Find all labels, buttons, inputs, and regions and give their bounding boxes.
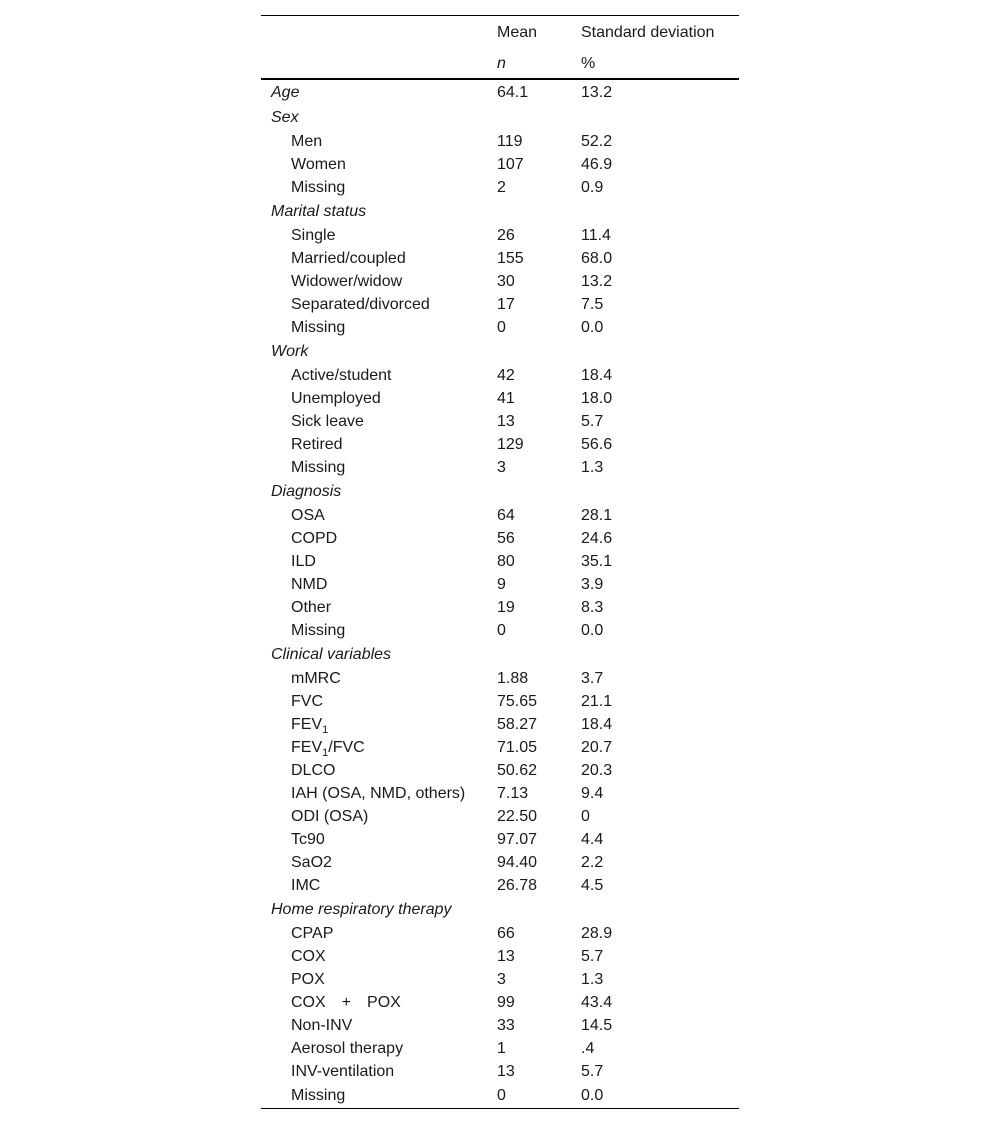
cell-mean-n: 1 [497,1040,506,1057]
cell-mean-n: 9 [497,576,506,593]
table-row [261,456,739,479]
cell-sd-percent: 8.3 [581,599,604,616]
table-row [261,667,739,690]
cell-sd-percent: 52.2 [581,133,613,150]
row-label: Other [291,599,332,616]
cell-sd-percent: 43.4 [581,994,613,1011]
cell-mean-n: 26.78 [497,877,538,894]
cell-sd-percent: 18.0 [581,390,613,407]
header-mean: Mean [497,16,581,49]
table-row [261,874,739,897]
cell-mean-n [497,479,581,504]
cell-mean-n: 71.05 [497,739,538,756]
cell-sd-percent: 0.0 [581,622,604,639]
cell-sd-percent: 5.7 [581,1063,604,1080]
cell-sd-percent: 0.0 [581,1083,739,1109]
row-label: Missing [291,622,346,639]
cell-sd-percent: 46.9 [581,156,613,173]
cell-mean-n: 129 [497,436,524,453]
table-row [261,1083,739,1109]
row-label: FVC [291,693,323,710]
table-body [261,79,739,1109]
table-row [261,828,739,851]
cell-mean-n: 3 [497,971,506,988]
cell-mean-n: 13 [497,1063,515,1080]
table-row [261,922,739,945]
cell-sd-percent: 7.5 [581,296,604,313]
table-row [261,504,739,527]
row-label: Men [291,133,323,150]
row-label-subscript: 1 [322,747,329,759]
cell-mean-n: 2 [497,179,506,196]
cell-mean-n: 99 [497,994,515,1011]
table-group-row [261,479,739,504]
table-row [261,945,739,968]
row-label: ODI (OSA) [291,808,369,825]
table-row [261,550,739,573]
cell-sd-percent: 1.3 [581,459,604,476]
characteristics-table-container [261,15,739,1109]
cell-sd-percent: 4.5 [581,877,604,894]
row-label: Women [291,156,346,173]
cell-mean-n [497,642,581,667]
cell-sd-percent [581,339,739,364]
cell-sd-percent: 3.9 [581,576,604,593]
cell-mean-n: 94.40 [497,854,538,871]
cell-sd-percent: 14.5 [581,1017,613,1034]
cell-mean-n: 42 [497,367,515,384]
cell-sd-percent: 3.7 [581,670,604,687]
cell-sd-percent: 5.7 [581,948,604,965]
row-label: Widower/widow [291,273,403,290]
cell-mean-n: 97.07 [497,831,538,848]
table-row [261,433,739,456]
table-group-row [261,199,739,224]
cell-sd-percent: 0.9 [581,179,604,196]
row-label: NMD [291,576,328,593]
table-row [261,293,739,316]
cell-mean-n: 75.65 [497,693,538,710]
cell-sd-percent: 20.7 [581,739,613,756]
cell-mean-n: 22.50 [497,808,538,825]
header-standard-deviation: Standard deviation [581,16,739,49]
cell-mean-n: 119 [497,133,523,150]
table-row [261,316,739,339]
row-label: Retired [291,436,343,453]
table-row [261,991,739,1014]
table-row [261,1060,739,1083]
cell-sd-percent [581,897,739,922]
group-label: Home respiratory therapy [271,901,452,918]
table-row [261,387,739,410]
cell-mean-n: 13 [497,413,515,430]
cell-mean-n: 17 [497,296,515,313]
table-row [261,270,739,293]
cell-sd-percent [581,199,739,224]
row-label: Married/coupled [291,250,406,267]
header-empty-cell [261,48,497,79]
row-label: POX [291,971,325,988]
row-label: SaO2 [291,854,332,871]
table-row [261,805,739,828]
row-label: mMRC [291,670,341,687]
row-label: ILD [291,553,316,570]
cell-sd-percent: 21.1 [581,693,613,710]
table-row [261,224,739,247]
row-label: Non-INV [291,1017,353,1034]
row-label: Missing [291,319,346,336]
cell-mean-n: 1.88 [497,670,529,687]
cell-sd-percent: 13.2 [581,273,613,290]
row-label: Sick leave [291,413,364,430]
cell-mean-n [497,105,581,130]
group-label: Clinical variables [271,646,392,663]
cell-sd-percent: 13.2 [581,84,613,101]
cell-mean-n: 0 [497,1083,581,1109]
row-label: Separated/divorced [291,296,430,313]
cell-sd-percent: 1.3 [581,971,604,988]
cell-mean-n: 0 [497,319,506,336]
cell-mean-n: 64.1 [497,84,529,101]
row-label: IAH (OSA, NMD, others) [291,785,466,802]
cell-sd-percent: 18.4 [581,716,613,733]
table-row [261,619,739,642]
cell-mean-n: 56 [497,530,515,547]
cell-sd-percent: 0 [581,808,590,825]
table-row [261,759,739,782]
group-label: Sex [271,109,299,126]
table-header [261,16,739,80]
cell-mean-n: 3 [497,459,506,476]
row-label: INV-ventilation [291,1063,395,1080]
row-label: COPD [291,530,338,547]
cell-mean-n: 0 [497,622,506,639]
cell-sd-percent [581,479,739,504]
cell-sd-percent: 35.1 [581,553,613,570]
row-label: DLCO [291,762,336,779]
group-label: Diagnosis [271,483,342,500]
table-row [261,364,739,387]
group-label: Marital status [271,203,367,220]
row-label: IMC [291,877,321,894]
table-group-row [261,642,739,667]
table-group-row [261,105,739,130]
cell-mean-n: 58.27 [497,716,538,733]
group-label: Work [271,343,309,360]
cell-sd-percent: 28.9 [581,925,613,942]
cell-sd-percent: 2.2 [581,854,604,871]
table-row [261,851,739,874]
row-label: Missing [291,179,346,196]
table-row [261,782,739,805]
cell-sd-percent: 20.3 [581,762,613,779]
cell-mean-n: 41 [497,390,515,407]
cell-sd-percent: 5.7 [581,413,604,430]
table-row [261,527,739,550]
cell-mean-n: 26 [497,227,515,244]
cell-sd-percent: 9.4 [581,785,604,802]
table-row [261,130,739,153]
table-row [261,247,739,270]
row-label-subscript: 1 [322,724,329,736]
cell-sd-percent: .4 [581,1040,595,1057]
cell-sd-percent: 0.0 [581,319,604,336]
cell-sd-percent: 4.4 [581,831,604,848]
table-group-row [261,897,739,922]
row-label: Single [291,227,336,244]
table-group-row [261,79,739,105]
cell-mean-n: 50.62 [497,762,538,779]
table-row [261,573,739,596]
row-label [261,736,497,759]
header-n: n [497,48,581,79]
table-row [261,410,739,433]
cell-mean-n: 107 [497,156,524,173]
cell-mean-n: 64 [497,507,515,524]
cell-mean-n: 155 [497,250,524,267]
cell-sd-percent [581,642,739,667]
row-label: COX + POX [291,994,401,1011]
row-label: Active/student [291,367,392,384]
row-label: Unemployed [291,390,381,407]
cell-mean-n: 80 [497,553,515,570]
row-label: Tc90 [291,831,325,848]
table-row [261,968,739,991]
cell-sd-percent: 68.0 [581,250,613,267]
cell-mean-n [497,339,581,364]
row-label: COX [291,948,326,965]
cell-sd-percent: 28.1 [581,507,613,524]
table-row [261,596,739,619]
row-label: Aerosol therapy [291,1040,404,1057]
cell-sd-percent: 18.4 [581,367,613,384]
table-row [261,713,739,736]
table-row [261,736,739,759]
cell-sd-percent: 56.6 [581,436,613,453]
cell-mean-n: 19 [497,599,515,616]
row-label: Missing [291,459,346,476]
table-row [261,1014,739,1037]
row-label [261,713,497,736]
table-group-row [261,339,739,364]
row-label-suffix: /FVC [328,739,365,756]
header-percent: % [581,48,739,79]
table-row [261,1037,739,1060]
header-row-bottom [261,48,739,79]
table-row [261,153,739,176]
header-row-top [261,16,739,49]
cell-mean-n: 33 [497,1017,515,1034]
cell-sd-percent: 11.4 [581,227,611,244]
cell-mean-n: 7.13 [497,785,529,802]
cell-mean-n [497,897,581,922]
cell-mean-n: 13 [497,948,515,965]
characteristics-table [261,15,739,1109]
cell-sd-percent: 24.6 [581,530,613,547]
header-empty-cell [261,16,497,49]
cell-mean-n [497,199,581,224]
cell-mean-n: 30 [497,273,515,290]
row-label: Missing [261,1083,497,1109]
row-label-text: FEV [291,716,323,733]
cell-sd-percent [581,105,739,130]
row-label: CPAP [291,925,334,942]
table-row [261,690,739,713]
row-label: OSA [291,507,325,524]
table-row [261,176,739,199]
row-label-text: FEV [291,739,323,756]
group-label: Age [271,84,300,101]
cell-mean-n: 66 [497,925,515,942]
